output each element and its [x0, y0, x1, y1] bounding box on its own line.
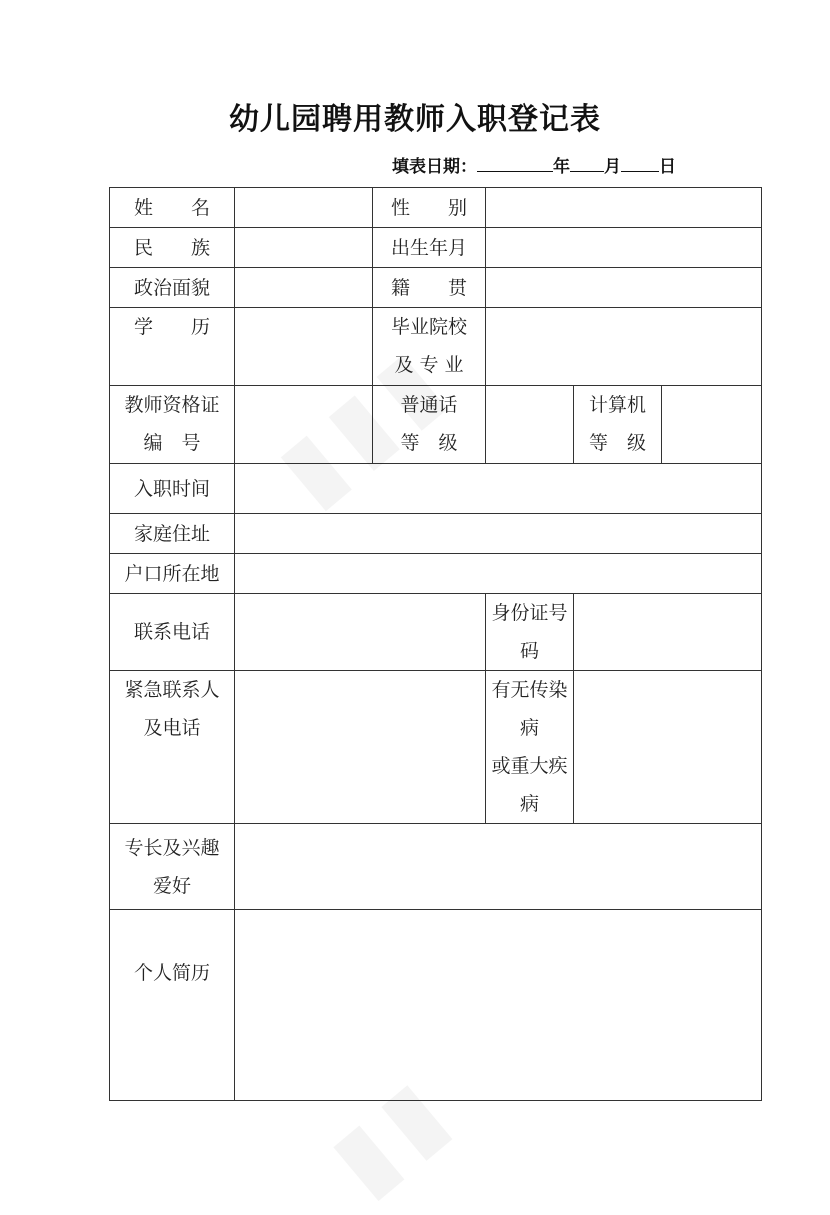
id-number-field[interactable]	[574, 594, 762, 671]
education-field[interactable]	[235, 308, 373, 386]
hobby-label	[110, 824, 235, 910]
emergency-field[interactable]	[235, 671, 486, 824]
disease-label-line1: 有无传染病	[491, 679, 568, 739]
address-label: 家庭住址	[110, 514, 235, 554]
education-label	[110, 308, 235, 386]
resume-label	[110, 910, 235, 1101]
ethnicity-field[interactable]	[235, 228, 373, 268]
birth-field[interactable]	[486, 228, 762, 268]
hobby-field[interactable]	[235, 824, 762, 910]
resume-field[interactable]	[235, 910, 762, 1101]
month-blank[interactable]	[570, 153, 604, 172]
certificate-label-line1: 教师资格证	[124, 394, 220, 416]
page-title: 幼儿园聘用教师入职登记表	[229, 102, 601, 137]
school-label-line1: 毕业院校	[391, 316, 468, 338]
birth-label: 出生年月	[373, 228, 486, 268]
phone-field[interactable]	[235, 594, 486, 671]
hire-date-field[interactable]	[235, 464, 762, 514]
fill-date	[392, 153, 676, 179]
mandarin-label-line1: 普通话	[400, 394, 458, 416]
disease-label-line2: 或重大疾病	[491, 755, 568, 815]
name-field[interactable]	[235, 188, 373, 228]
day-blank[interactable]	[621, 153, 659, 172]
mandarin-label	[373, 386, 486, 464]
education-label-text: 学 历	[133, 316, 210, 338]
native-field[interactable]	[486, 268, 762, 308]
mandarin-field[interactable]	[486, 386, 574, 464]
computer-label	[574, 386, 662, 464]
mandarin-label-line2: 等 级	[400, 432, 458, 454]
id-number-label: 身份证号码	[486, 594, 574, 671]
school-label	[373, 308, 486, 386]
emergency-label-line1: 紧急联系人	[124, 679, 220, 701]
gender-field[interactable]	[486, 188, 762, 228]
school-label-line2: 及 专 业	[394, 354, 464, 376]
certificate-label	[110, 386, 235, 464]
address-field[interactable]	[235, 514, 762, 554]
day-label: 日	[659, 157, 676, 177]
computer-label-line1: 计算机	[589, 394, 647, 416]
political-field[interactable]	[235, 268, 373, 308]
certificate-label-line2: 编 号	[143, 432, 201, 454]
month-label: 月	[604, 157, 621, 177]
hobby-label-line1: 专长及兴趣	[124, 836, 220, 859]
political-label: 政治面貌	[110, 268, 235, 308]
name-label: 姓 名	[110, 188, 235, 228]
hobby-label-line2: 爱好	[152, 874, 191, 897]
ethnicity-label: 民 族	[110, 228, 235, 268]
school-field[interactable]	[486, 308, 762, 386]
year-blank[interactable]	[477, 153, 553, 172]
resume-label-text: 个人简历	[133, 962, 210, 984]
emergency-label-line2: 及电话	[143, 717, 201, 739]
fill-date-label: 填表日期：	[392, 157, 477, 177]
registration-form-table	[109, 187, 762, 1101]
computer-label-line2: 等 级	[589, 432, 647, 454]
phone-label: 联系电话	[110, 594, 235, 671]
hire-date-label: 入职时间	[110, 464, 235, 514]
native-label: 籍 贯	[373, 268, 486, 308]
certificate-field[interactable]	[235, 386, 373, 464]
household-field[interactable]	[235, 554, 762, 594]
year-label: 年	[553, 157, 570, 177]
household-label: 户口所在地	[110, 554, 235, 594]
disease-label	[486, 671, 574, 824]
emergency-label	[110, 671, 235, 824]
computer-field[interactable]	[662, 386, 762, 464]
disease-field[interactable]	[574, 671, 762, 824]
gender-label: 性 别	[373, 188, 486, 228]
